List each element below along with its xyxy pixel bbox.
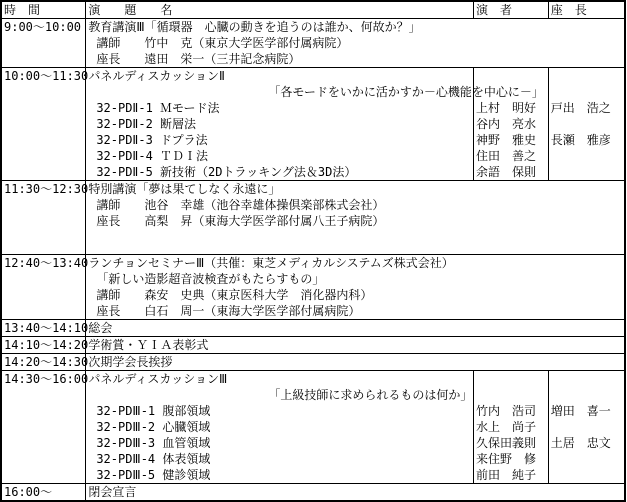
talk-item bbox=[88, 419, 473, 435]
spacer bbox=[476, 387, 548, 403]
schedule-row bbox=[1, 484, 625, 502]
schedule-row bbox=[1, 371, 625, 484]
content-line: 「新しい造影超音波検査がもたらすもの」 bbox=[96, 272, 325, 286]
content-line: 座長 遠田 栄一（三井記念病院） bbox=[96, 52, 301, 66]
session-title: パネルディスカッションⅡ bbox=[88, 69, 225, 83]
speaker-name: 竹内 浩司 bbox=[476, 404, 537, 418]
talk-topic: ドプラ法 bbox=[160, 133, 208, 147]
talk-topic: 腹部領域 bbox=[162, 404, 211, 418]
talk-id: 32-PDⅡ-4 bbox=[96, 149, 153, 163]
schedule-row bbox=[1, 181, 625, 255]
content-line: 座長 白石 周一（東海大学医学部付属病院） bbox=[96, 304, 361, 318]
chair-cell bbox=[548, 371, 625, 484]
speaker-name: 水上 尚子 bbox=[476, 420, 537, 434]
talk-id: 32-PDⅡ-2 bbox=[96, 117, 153, 131]
talk-id: 32-PDⅡ-1 bbox=[96, 101, 153, 115]
chair-cell bbox=[548, 68, 625, 181]
content-line: 座長 高梨 昇（東海大学医学部付属八王子病院） bbox=[96, 214, 385, 228]
schedule-row bbox=[1, 354, 625, 371]
spacer bbox=[551, 387, 624, 403]
schedule-row bbox=[1, 255, 625, 320]
speaker-name: 余語 保則 bbox=[476, 165, 537, 179]
title-cell bbox=[86, 337, 625, 354]
spacer bbox=[476, 371, 548, 387]
content-line: 講師 竹中 克（東京大学医学部付属病院） bbox=[96, 36, 349, 50]
content-line: 講師 森安 史典（東京医科大学 消化器内科） bbox=[96, 288, 373, 302]
speaker-name: 谷内 亮水 bbox=[476, 117, 537, 131]
title-cell bbox=[86, 354, 625, 371]
spacer bbox=[551, 148, 624, 164]
session-subtitle: 「各モードをいかに活かすか－心機能を中心に－」 bbox=[268, 85, 544, 99]
schedule-row bbox=[1, 68, 625, 181]
spacer bbox=[551, 116, 624, 132]
spacer bbox=[551, 164, 624, 180]
time-cell: 14:30～16:00 bbox=[1, 371, 86, 484]
talk-item bbox=[88, 132, 473, 148]
talk-item bbox=[88, 100, 473, 116]
header-time: 時 間 bbox=[1, 1, 86, 19]
spacer bbox=[551, 419, 624, 435]
title-cell bbox=[86, 484, 625, 502]
schedule-row bbox=[1, 19, 625, 68]
time-cell: 13:40～14:10 bbox=[1, 320, 86, 337]
spacer bbox=[551, 451, 624, 467]
content-line: 講師 池谷 幸雄（池谷幸雄体操倶楽部株式会社） bbox=[96, 198, 385, 212]
content-line: 次期学会長挨拶 bbox=[88, 355, 173, 369]
talk-id: 32-PDⅢ-1 bbox=[96, 404, 156, 418]
title-cell bbox=[86, 371, 474, 484]
content-line: 教育講演Ⅲ「循環器 心臓の動きを追うのは誰か、何故か？」 bbox=[88, 20, 421, 34]
talk-item bbox=[88, 164, 473, 180]
time-cell: 12:40～13:40 bbox=[1, 255, 86, 320]
session-title: パネルディスカッションⅢ bbox=[88, 372, 228, 386]
content-line: 特別講演「夢は果てしなく永遠に」 bbox=[88, 182, 281, 196]
time-cell: 14:10～14:20 bbox=[1, 337, 86, 354]
spacer bbox=[551, 371, 624, 387]
talk-topic: 健診領域 bbox=[162, 468, 211, 482]
talk-topic: Ｍモード法 bbox=[160, 101, 220, 115]
speaker-name: 来住野 修 bbox=[476, 452, 537, 466]
speaker-name: 上村 明好 bbox=[476, 101, 537, 115]
spacer bbox=[551, 467, 624, 483]
time-cell: 16:00～ bbox=[1, 484, 86, 502]
talk-item bbox=[88, 116, 473, 132]
session-subtitle: 「上級技師に求められるものは何か」 bbox=[268, 388, 473, 402]
time-cell: 9:00～10:00 bbox=[1, 19, 86, 68]
time-cell: 11:30～12:30 bbox=[1, 181, 86, 255]
spacer bbox=[476, 68, 548, 84]
title-cell bbox=[86, 255, 625, 320]
talk-topic: 断層法 bbox=[160, 117, 197, 131]
talk-item bbox=[88, 403, 473, 419]
talk-item bbox=[88, 451, 473, 467]
schedule-row bbox=[1, 337, 625, 354]
talk-id: 32-PDⅢ-3 bbox=[96, 436, 156, 450]
talk-id: 32-PDⅢ-4 bbox=[96, 452, 156, 466]
content-line: 学術賞・ＹＩＡ表彰式 bbox=[88, 338, 209, 352]
chair-name: 長瀬 雅彦 bbox=[550, 133, 611, 147]
header-row bbox=[1, 1, 625, 19]
talk-id: 32-PDⅡ-3 bbox=[96, 133, 153, 147]
title-cell bbox=[86, 19, 625, 68]
content-line: ランチョンセミナーⅢ（共催：東芝メディカルシステムズ株式会社） bbox=[88, 256, 454, 270]
schedule-row bbox=[1, 320, 625, 337]
talk-item bbox=[88, 467, 473, 483]
talk-item bbox=[88, 148, 473, 164]
talk-item bbox=[88, 435, 473, 451]
speaker-name: 前田 純子 bbox=[476, 468, 537, 482]
talk-id: 32-PDⅡ-5 bbox=[96, 165, 153, 179]
content-line: 閉会宣言 bbox=[88, 485, 137, 499]
speaker-name: 住田 善之 bbox=[476, 149, 537, 163]
talk-topic: 新技術（2Dトラッキング法＆3D法） bbox=[160, 165, 357, 179]
time-cell: 10:00～11:30 bbox=[1, 68, 86, 181]
talk-topic: ＴＤＩ法 bbox=[160, 149, 209, 163]
header-speaker: 演 者 bbox=[474, 1, 549, 19]
chair-name: 増田 喜一 bbox=[550, 404, 611, 418]
header-chair: 座 長 bbox=[548, 1, 625, 19]
header-title: 演 題 名 bbox=[86, 1, 474, 19]
spacer bbox=[551, 84, 624, 100]
talk-topic: 心臓領域 bbox=[162, 420, 211, 434]
talk-id: 32-PDⅢ-5 bbox=[96, 468, 156, 482]
chair-name: 戸出 浩之 bbox=[550, 101, 611, 115]
speaker-name: 神野 雅史 bbox=[476, 133, 537, 147]
talk-topic: 血管領域 bbox=[162, 436, 211, 450]
title-cell bbox=[86, 181, 625, 255]
talk-topic: 体表領域 bbox=[162, 452, 211, 466]
speaker-name: 久保田義則 bbox=[476, 436, 537, 450]
content-line: 総会 bbox=[88, 321, 113, 335]
chair-name: 土居 忠文 bbox=[550, 436, 611, 450]
speaker-cell bbox=[474, 371, 549, 484]
time-cell: 14:20～14:30 bbox=[1, 354, 86, 371]
talk-id: 32-PDⅢ-2 bbox=[96, 420, 156, 434]
title-cell bbox=[86, 320, 625, 337]
spacer bbox=[551, 68, 624, 84]
